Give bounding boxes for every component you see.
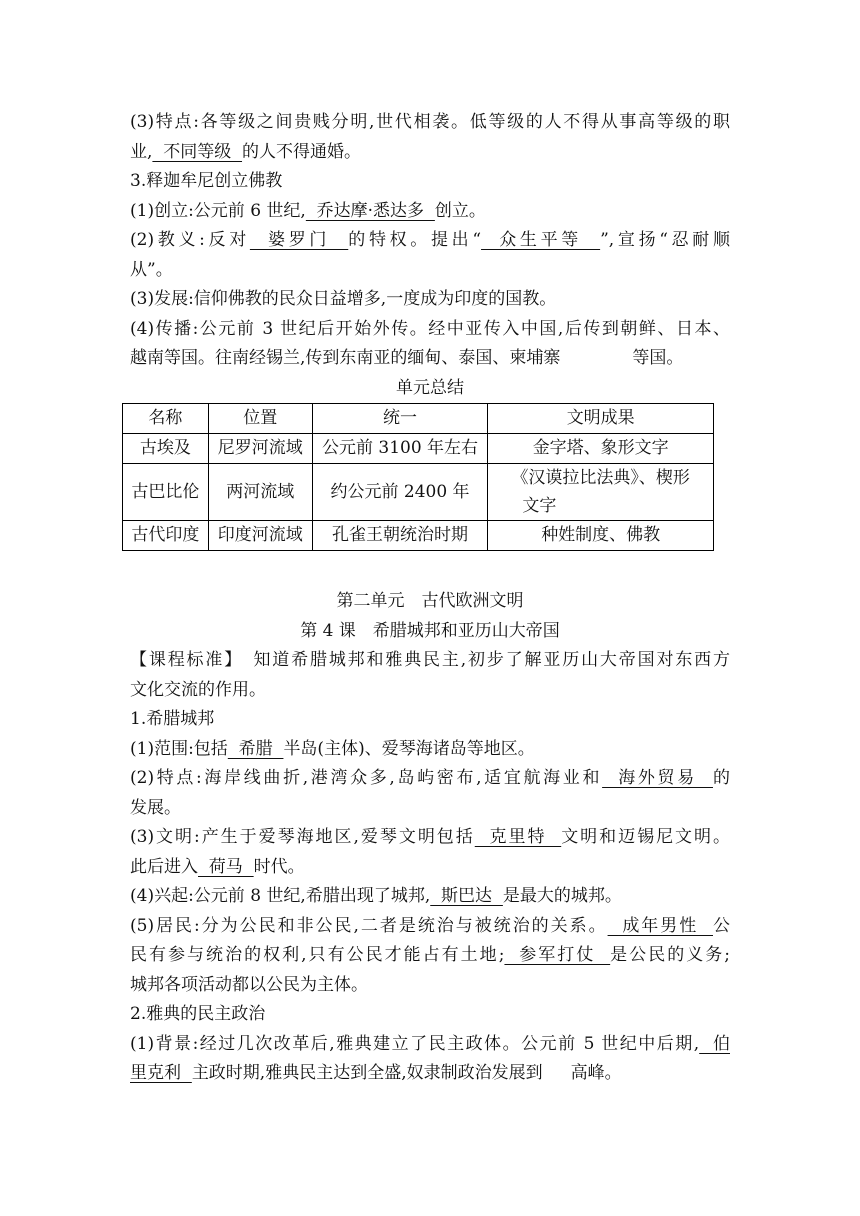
text-segment: (2)特点:海岸线曲折,港湾众多,岛屿密布,适宜航海业和 (130, 768, 603, 788)
title-text: 单元总结 (396, 377, 464, 398)
text-line (130, 226, 730, 256)
text-segment: ”,宣扬“忍耐顺 (600, 230, 730, 250)
text-line (130, 971, 730, 1001)
text-segment: 业, (130, 141, 153, 162)
table-cell: 两河流域 (208, 464, 312, 521)
text-line (130, 882, 730, 912)
answer-blank: 乔达摩·悉达多 (305, 200, 435, 221)
text-segment: 公 (713, 915, 730, 936)
text-segment: (3)文明:产生于爱琴海地区,爱琴文明包括 (130, 827, 475, 847)
text-line (130, 285, 730, 315)
text-segment: 此后进入 (130, 856, 198, 877)
curriculum-label: 【课程标准】 (130, 650, 235, 670)
text-line (130, 315, 730, 345)
answer-blank: 不同等级 (152, 141, 243, 162)
section-heading (130, 705, 730, 735)
document-body (130, 108, 730, 1089)
answer-blank: 婆罗门 (249, 230, 349, 250)
text-segment: 主政时期,雅典民主达到全盛,奴隶制政治发展到 (191, 1063, 543, 1083)
text-line (130, 344, 730, 374)
text-segment: 文化交流的作用。 (130, 679, 266, 700)
table-cell: 古巴比伦 (123, 464, 209, 521)
summary-table (122, 403, 714, 551)
text-segment: 时代。 (253, 856, 305, 877)
table-cell: 印度河流域 (208, 521, 312, 551)
title-text: 第二单元 古代欧洲文明 (336, 591, 524, 611)
answer-blank: 里克利 (130, 1063, 192, 1083)
text-line (130, 912, 730, 942)
text-line (130, 646, 730, 676)
table-row (123, 434, 714, 464)
section-heading (130, 1000, 730, 1030)
title-text: 第 4 课 希腊城邦和亚历山大帝国 (300, 620, 560, 641)
text-line (130, 1059, 730, 1089)
text-line (130, 794, 730, 824)
text-line (130, 823, 730, 853)
text-line (130, 256, 730, 286)
unit-title (130, 587, 730, 617)
text-segment: 民有参与统治的权利,只有公民才能占有土地; (130, 945, 505, 965)
table-row (123, 521, 714, 551)
text-segment: (2)教义:反对 (130, 230, 250, 250)
text-line (130, 1030, 730, 1060)
text-segment: 城邦各项活动都以公民为主体。 (130, 974, 368, 995)
table-cell: 约公元前 2400 年 (312, 464, 488, 521)
answer-blank: 参军打仗 (504, 945, 611, 965)
text-segment: 越南等国。往南经锡兰,传到东南亚的缅甸、泰国、柬埔寨 (130, 348, 561, 368)
text-segment: 等国。 (632, 348, 684, 368)
text-segment: (1)创立:公元前 6 世纪, (130, 200, 306, 221)
table-cell (488, 464, 714, 521)
heading-text: 1.希腊城邦 (130, 709, 215, 729)
header-cell: 位置 (208, 404, 312, 434)
text-segment: 半岛(主体)、爱琴海诸岛等地区。 (283, 738, 535, 759)
answer-blank: 伯 (699, 1033, 730, 1054)
text-segment: (5)居民:分为公民和非公民,二者是统治与被统治的关系。 (130, 915, 608, 936)
text-segment: 知道希腊城邦和雅典民主,初步了解亚历山大帝国对东西方 (234, 650, 731, 670)
text-segment: 的 (712, 768, 730, 788)
table-title (130, 374, 730, 404)
heading-text: 2.雅典的民主政治 (130, 1004, 266, 1024)
answer-blank: 海外贸易 (602, 768, 713, 788)
cell-line: 《汉谟拉比法典》、楔形 (511, 468, 690, 488)
cell-line: 文字 (522, 496, 557, 516)
table-cell: 种姓制度、佛教 (488, 521, 714, 551)
answer-blank: 克里特 (474, 827, 562, 847)
text-segment: (1)范围:包括 (130, 738, 228, 759)
table-cell: 尼罗河流域 (208, 434, 312, 464)
caste-feature-text: (3)特点:各等级之间贵贱分明,世代相袭。低等级的人不得从事高等级的职 (130, 112, 730, 132)
table-cell: 孔雀王朝统治时期 (312, 521, 488, 551)
heading-text: 3.释迦牟尼创立佛教 (130, 171, 283, 191)
answer-blank: 荷马 (198, 856, 254, 877)
answer-blank: 斯巴达 (430, 886, 503, 906)
text-segment: (4)兴起:公元前 8 世纪,希腊出现了城邦, (130, 886, 431, 906)
lesson-title (130, 617, 730, 647)
text-line (130, 138, 730, 168)
table-cell: 公元前 3100 年左右 (312, 434, 488, 464)
text-segment: 高峰。 (570, 1063, 622, 1083)
text-segment: (3)发展:信仰佛教的民众日益增多,一度成为印度的国教。 (130, 289, 557, 309)
section-heading (130, 167, 730, 197)
answer-blank: 希腊 (227, 738, 284, 759)
text-segment: 的人不得通婚。 (242, 141, 362, 162)
text-segment: 创立。 (434, 200, 486, 221)
header-cell: 文明成果 (488, 404, 714, 434)
text-segment: 的特权。提出“ (348, 230, 482, 250)
text-line (130, 764, 730, 794)
text-line (130, 941, 730, 971)
text-line (130, 676, 730, 706)
table-cell: 古代印度 (123, 521, 209, 551)
text-segment: 文明和迈锡尼文明。 (561, 827, 731, 847)
text-segment: (4)传播:公元前 3 世纪后开始外传。经中亚传入中国,后传到朝鲜、日本、 (130, 318, 730, 339)
text-line (130, 197, 730, 227)
table-header-row (123, 404, 714, 434)
text-segment: 从”。 (130, 259, 173, 280)
table-cell: 金字塔、象形文字 (488, 434, 714, 464)
text-segment: 发展。 (130, 797, 181, 818)
text-line (130, 735, 730, 765)
header-cell: 统一 (312, 404, 488, 434)
text-line (130, 853, 730, 883)
table-row (123, 464, 714, 521)
table-cell: 古埃及 (123, 434, 209, 464)
text-line (130, 108, 730, 138)
answer-blank: 成年男性 (607, 915, 713, 936)
text-segment: 是最大的城邦。 (502, 886, 622, 906)
text-segment: 是公民的义务; (610, 945, 730, 965)
answer-blank: 众生平等 (481, 230, 601, 250)
text-segment: (1)背景:经过几次改革后,雅典建立了民主政体。公元前 5 世纪中后期, (130, 1033, 700, 1054)
header-cell: 名称 (123, 404, 209, 434)
